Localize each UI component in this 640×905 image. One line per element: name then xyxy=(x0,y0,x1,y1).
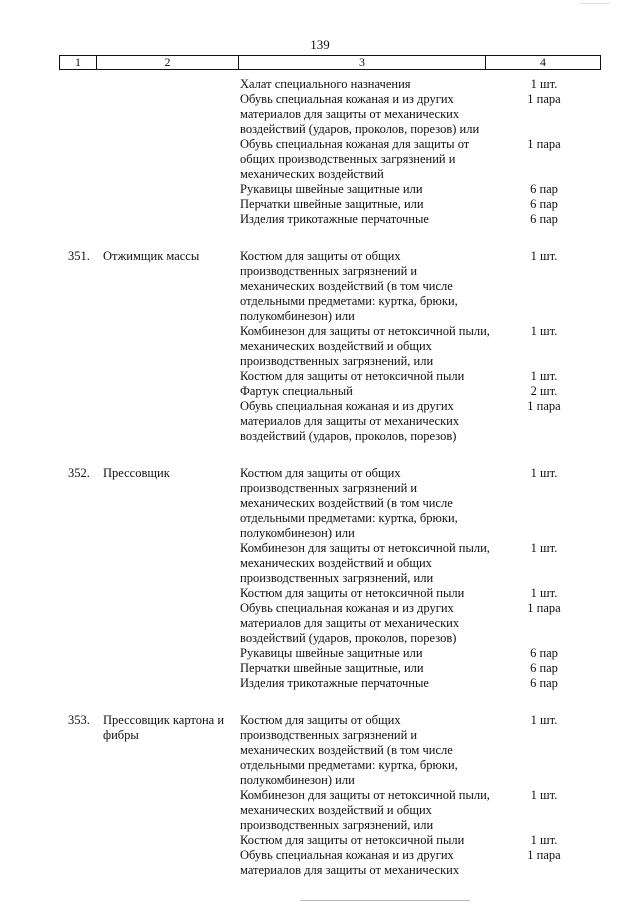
scan-artifact-line xyxy=(300,900,470,901)
section-353 xyxy=(0,713,640,878)
item-name: Перчатки швейные защитные, или xyxy=(240,197,424,211)
list-item xyxy=(0,384,640,399)
list-item xyxy=(0,676,640,691)
item-name: Халат специального назначения xyxy=(240,77,411,91)
item-quantity: 1 шт. xyxy=(530,833,558,847)
column-header-table xyxy=(59,55,601,70)
list-item xyxy=(0,399,640,444)
list-item xyxy=(0,249,640,324)
item-name: Костюм для защиты от нетоксичной пыли xyxy=(240,833,465,847)
list-item xyxy=(0,466,640,541)
list-item xyxy=(0,137,640,182)
item-name: Обувь специальная кожаная для защиты от общих производственных загрязнений и механических воздействий xyxy=(240,137,470,181)
list-item xyxy=(0,788,640,833)
column-header-1: 1 xyxy=(60,56,97,70)
profession-name: Прессовщик картона и фибры xyxy=(103,713,225,742)
item-quantity: 6 пар xyxy=(530,646,558,660)
list-item xyxy=(0,713,640,788)
column-header-row xyxy=(60,56,601,70)
item-name: Перчатки швейные защитные, или xyxy=(240,661,424,675)
list-item xyxy=(0,369,640,384)
page-number: 139 xyxy=(310,37,330,52)
item-quantity: 1 пара xyxy=(527,399,561,413)
item-quantity: 1 шт. xyxy=(530,586,558,600)
item-quantity: 1 пара xyxy=(527,601,561,615)
item-name: Комбинезон для защиты от нетоксичной пыли, механических воздействий и общих производственных загрязнений, или xyxy=(240,541,490,585)
item-name: Рукавицы швейные защитные или xyxy=(240,646,423,660)
item-quantity: 1 шт. xyxy=(530,324,558,338)
item-quantity: 2 шт. xyxy=(530,384,558,398)
scan-artifact-line xyxy=(580,3,610,4)
item-name: Рукавицы швейные защитные или xyxy=(240,182,423,196)
list-item xyxy=(0,646,640,661)
section-352 xyxy=(0,466,640,691)
section-number: 351. xyxy=(68,249,90,263)
item-name: Обувь специальная кожаная и из других материалов для защиты от механических xyxy=(240,848,460,877)
item-quantity: 1 пара xyxy=(527,848,561,862)
profession-name: Отжимщик массы xyxy=(103,249,200,263)
list-item xyxy=(0,212,640,227)
list-item xyxy=(0,92,640,137)
list-item xyxy=(0,848,640,878)
item-quantity: 1 шт. xyxy=(530,788,558,802)
column-header-2: 2 xyxy=(97,56,239,70)
list-item xyxy=(0,541,640,586)
item-name: Фартук специальный xyxy=(240,384,353,398)
item-quantity: 1 шт. xyxy=(530,77,558,91)
item-name: Костюм для защиты от общих производственных загрязнений и механических воздействий (в том числе отдельными предметами: куртка, брюки, полукомбинезон) или xyxy=(240,466,458,540)
section-number: 353. xyxy=(68,713,90,727)
item-quantity: 1 шт. xyxy=(530,369,558,383)
item-name: Изделия трикотажные перчаточные xyxy=(240,212,429,226)
item-name: Комбинезон для защиты от нетоксичной пыли, механических воздействий и общих производственных загрязнений, или xyxy=(240,324,490,368)
item-quantity: 1 шт. xyxy=(530,466,558,480)
column-header-4: 4 xyxy=(486,56,601,70)
document-body xyxy=(0,77,640,878)
item-quantity: 1 пара xyxy=(527,137,561,151)
list-item xyxy=(0,324,640,369)
continuation-section xyxy=(0,77,640,227)
item-name: Костюм для защиты от общих производственных загрязнений и механических воздействий (в том числе отдельными предметами: куртка, брюки, полукомбинезон) или xyxy=(240,249,458,323)
item-quantity: 6 пар xyxy=(530,182,558,196)
item-name: Обувь специальная кожаная и из других материалов для защиты от механических воздействий (ударов, проколов, порезов) xyxy=(240,601,460,645)
item-quantity: 6 пар xyxy=(530,212,558,226)
item-quantity: 6 пар xyxy=(530,197,558,211)
item-name: Костюм для защиты от общих производственных загрязнений и механических воздействий (в том числе отдельными предметами: куртка, брюки, полукомбинезон) или xyxy=(240,713,458,787)
item-quantity: 1 шт. xyxy=(530,541,558,555)
list-item xyxy=(0,601,640,646)
item-name: Изделия трикотажные перчаточные xyxy=(240,676,429,690)
list-item xyxy=(0,182,640,197)
profession-name: Прессовщик xyxy=(103,466,170,480)
list-item xyxy=(0,833,640,848)
section-351 xyxy=(0,249,640,444)
item-quantity: 1 шт. xyxy=(530,713,558,727)
item-quantity: 6 пар xyxy=(530,676,558,690)
list-item xyxy=(0,661,640,676)
section-number: 352. xyxy=(68,466,90,480)
column-header-3: 3 xyxy=(239,56,486,70)
item-name: Обувь специальная кожаная и из других материалов для защиты от механических воздействий (ударов, проколов, порезов) или xyxy=(240,92,480,136)
item-name: Обувь специальная кожаная и из других материалов для защиты от механических воздействий (ударов, проколов, порезов) xyxy=(240,399,460,443)
item-name: Костюм для защиты от нетоксичной пыли xyxy=(240,586,465,600)
item-quantity: 1 пара xyxy=(527,92,561,106)
item-name: Костюм для защиты от нетоксичной пыли xyxy=(240,369,465,383)
item-name: Комбинезон для защиты от нетоксичной пыли, механических воздействий и общих производственных загрязнений, или xyxy=(240,788,490,832)
list-item xyxy=(0,197,640,212)
item-quantity: 1 шт. xyxy=(530,249,558,263)
item-quantity: 6 пар xyxy=(530,661,558,675)
list-item xyxy=(0,77,640,92)
list-item xyxy=(0,586,640,601)
